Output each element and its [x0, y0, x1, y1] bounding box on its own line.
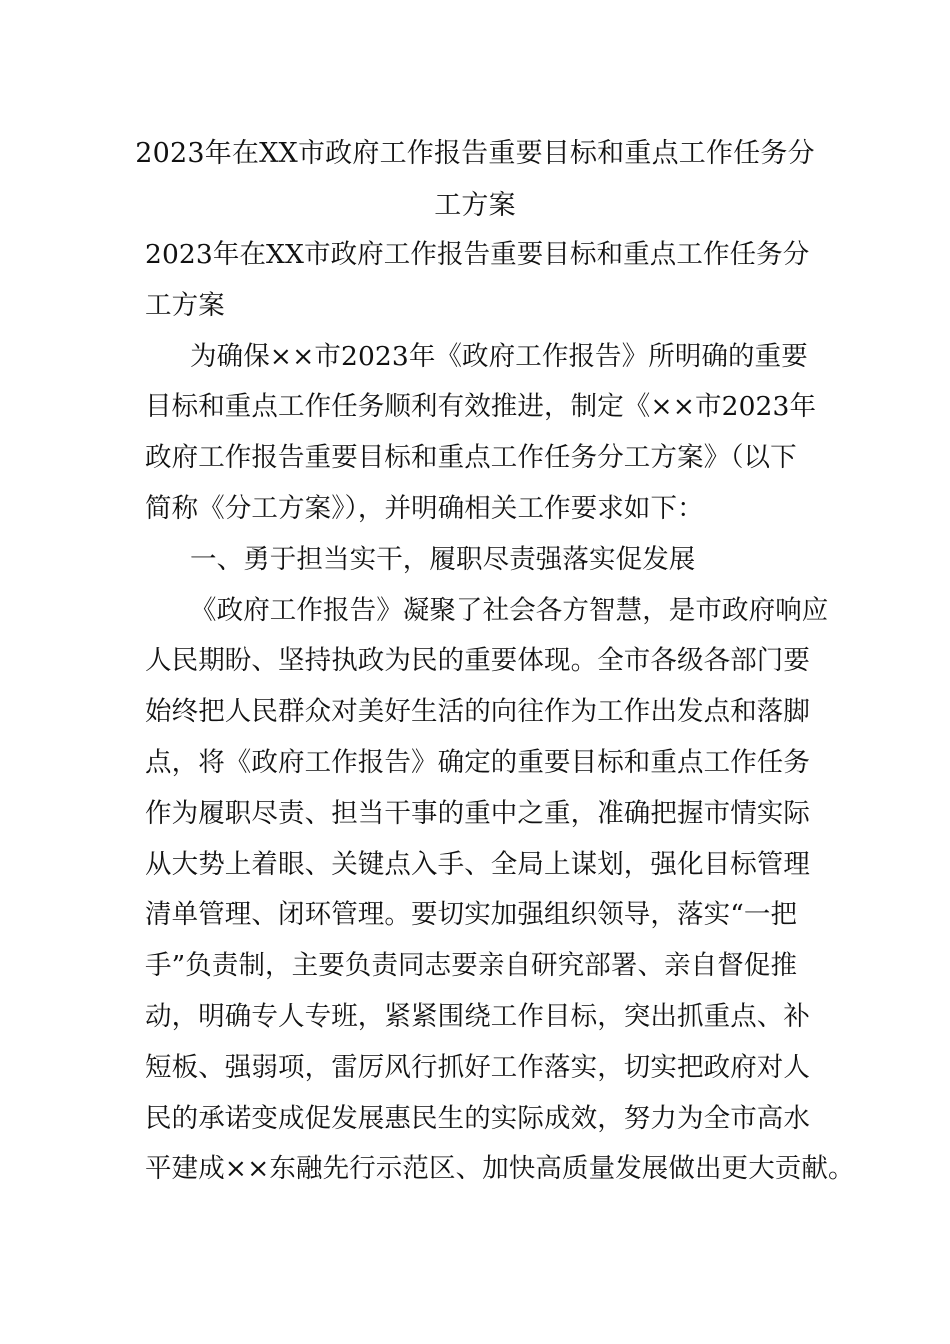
section-heading: 一、勇于担当实干，履职尽责强落实促发展 [190, 543, 696, 575]
section-paragraph-line: 民的承诺变成促发展惠民生的实际成效，努力为全市高水 [145, 1102, 810, 1134]
section-paragraph-line: 点，将《政府工作报告》确定的重要目标和重点工作任务 [145, 746, 810, 778]
section-paragraph-line: 人民期盼、坚持执政为民的重要体现。全市各级各部门要 [145, 645, 810, 677]
intro-paragraph-line: 目标和重点工作任务顺利有效推进，制定《××市2023年 [145, 391, 817, 423]
title-line: 2023年在XX市政府工作报告重要目标和重点工作任务分 [135, 138, 815, 169]
section-paragraph-line: 平建成××东融先行示范区、加快高质量发展做出更大贡献。 [145, 1153, 855, 1185]
section-paragraph-line: 作为履职尽责、担当干事的重中之重，准确把握市情实际 [145, 797, 810, 829]
subtitle-line: 工方案 [145, 289, 225, 321]
section-paragraph-line: 《政府工作报告》凝聚了社会各方智慧，是市政府响应 [190, 594, 829, 626]
document-title [120, 128, 830, 232]
section-paragraph-line: 动，明确专人专班，紧紧围绕工作目标，突出抓重点、补 [145, 1000, 810, 1032]
intro-paragraph-line: 简称《分工方案》），并明确相关工作要求如下： [145, 492, 704, 524]
section-paragraph-line: 清单管理、闭环管理。要切实加强组织领导，落实“一把 [145, 899, 798, 931]
subtitle-line: 2023年在XX市政府工作报告重要目标和重点工作任务分 [145, 239, 810, 270]
title-line: 工方案 [434, 190, 516, 221]
section-paragraph-line: 手”负责制，主要负责同志要亲自研究部署、亲自督促推 [145, 950, 798, 982]
document-body [145, 230, 855, 1195]
section-paragraph-line: 始终把人民群众对美好生活的向往作为工作出发点和落脚 [145, 696, 810, 728]
intro-paragraph-line: 为确保××市2023年《政府工作报告》所明确的重要 [190, 340, 808, 372]
section-paragraph-line: 短板、强弱项，雷厉风行抓好工作落实，切实把政府对人 [145, 1051, 810, 1083]
intro-paragraph-line: 政府工作报告重要目标和重点工作任务分工方案》（以下 [145, 442, 797, 474]
section-paragraph-line: 从大势上着眼、关键点入手、全局上谋划，强化目标管理 [145, 848, 810, 880]
